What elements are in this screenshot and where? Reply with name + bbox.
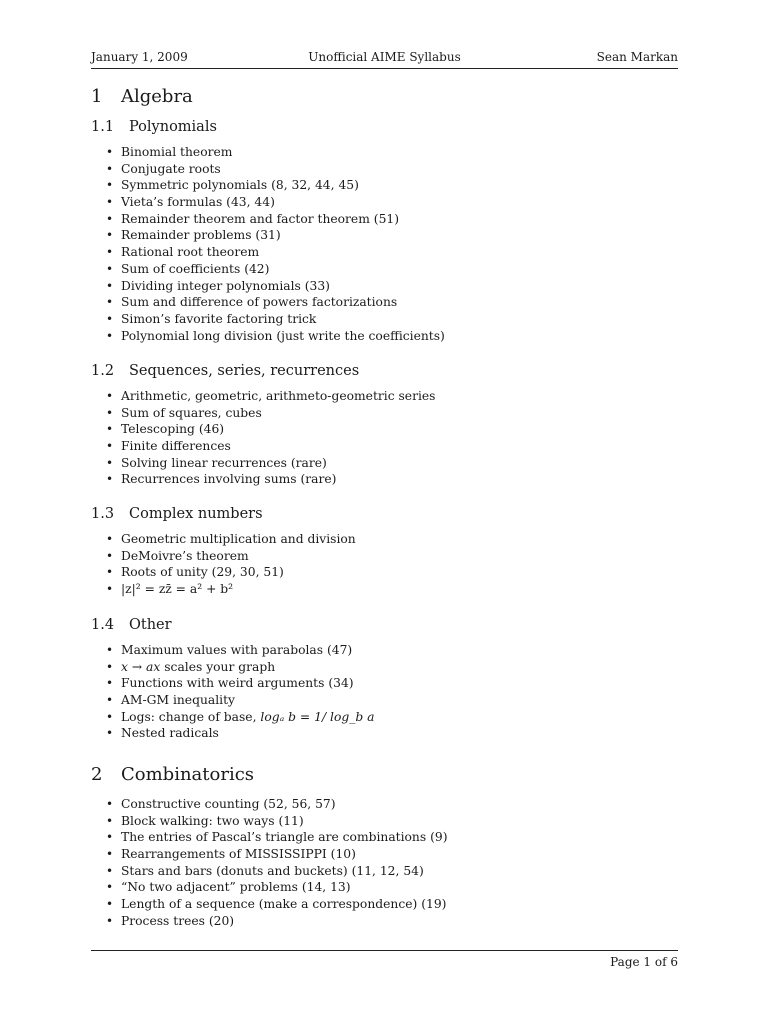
- list-item: • Functions with weird arguments (34): [106, 675, 374, 692]
- subsection-title: Polynomials: [129, 119, 217, 135]
- section-number: 1: [91, 86, 103, 107]
- combinatorics-list: [106, 796, 448, 930]
- change-of-base-math: logₐ b = 1/ log_b a: [260, 709, 375, 724]
- running-header: [91, 48, 678, 69]
- list-item-text: Logs: change of base,: [121, 709, 257, 724]
- section-title: Combinatorics: [121, 764, 255, 785]
- list-item-text: scales your graph: [164, 659, 276, 674]
- sequences-list: [106, 388, 435, 488]
- list-item: • Dividing integer polynomials (33): [106, 278, 445, 295]
- subsection-number: 1.4: [91, 617, 115, 633]
- list-item: • Finite differences: [106, 438, 435, 455]
- list-item: • Nested radicals: [106, 725, 374, 742]
- list-item: • “No two adjacent” problems (14, 13): [106, 879, 448, 896]
- subsection-number: 1.3: [91, 506, 115, 522]
- list-item: • Constructive counting (52, 56, 57): [106, 796, 448, 813]
- list-item: • Roots of unity (29, 30, 51): [106, 564, 356, 581]
- list-item: • Sum of squares, cubes: [106, 405, 435, 422]
- list-item: • Polynomial long division (just write the coefficients): [106, 328, 445, 345]
- list-item: • Stars and bars (donuts and buckets) (11, 12, 54): [106, 863, 448, 880]
- list-item: • Simon’s favorite factoring trick: [106, 311, 445, 328]
- complex-numbers-list: [106, 531, 356, 598]
- subsection-heading-other: [91, 617, 172, 633]
- section-heading-combinatorics: [91, 764, 254, 785]
- list-item: • Process trees (20): [106, 913, 448, 930]
- list-item: • Sum of coefficients (42): [106, 261, 445, 278]
- list-item: • Telescoping (46): [106, 421, 435, 438]
- list-item: • Geometric multiplication and division: [106, 531, 356, 548]
- header-date: January 1, 2009: [91, 50, 188, 64]
- footer-rule: [91, 950, 678, 951]
- header-title: Unofficial AIME Syllabus: [308, 50, 461, 64]
- list-item: • Vieta’s formulas (43, 44): [106, 194, 445, 211]
- polynomials-list: [106, 144, 445, 344]
- list-item: • Recurrences involving sums (rare): [106, 471, 435, 488]
- list-item: • Remainder problems (31): [106, 227, 445, 244]
- list-item: • Remainder theorem and factor theorem (51): [106, 211, 445, 228]
- list-item: • Rational root theorem: [106, 244, 445, 261]
- list-item: • AM-GM inequality: [106, 692, 374, 709]
- subsection-title: Complex numbers: [129, 506, 263, 522]
- other-list: [106, 642, 374, 742]
- list-item: • Arithmetic, geometric, arithmeto-geometric series: [106, 388, 435, 405]
- list-item: • The entries of Pascal’s triangle are combinations (9): [106, 829, 448, 846]
- list-item: • DeMoivre’s theorem: [106, 548, 356, 565]
- section-heading-algebra: [91, 86, 193, 107]
- subsection-heading-sequences: [91, 363, 359, 379]
- list-item: • Length of a sequence (make a correspondence) (19): [106, 896, 448, 913]
- list-item: [106, 659, 374, 676]
- section-number: 2: [91, 764, 103, 785]
- list-item: • Sum and difference of powers factorizations: [106, 294, 445, 311]
- subsection-heading-polynomials: [91, 119, 217, 135]
- list-item: • Conjugate roots: [106, 161, 445, 178]
- subsection-title: Other: [129, 617, 172, 633]
- list-item: [106, 709, 374, 726]
- list-item: • Solving linear recurrences (rare): [106, 455, 435, 472]
- header-author: Sean Markan: [596, 50, 678, 64]
- list-item: • Rearrangements of MISSISSIPPI (10): [106, 846, 448, 863]
- list-item: • Binomial theorem: [106, 144, 445, 161]
- subsection-number: 1.2: [91, 363, 115, 379]
- subsection-heading-complex-numbers: [91, 506, 263, 522]
- list-item-modulus-identity: • |z|² = zz̄ = a² + b²: [106, 581, 356, 598]
- scaling-map-math: x → ax: [121, 659, 161, 674]
- section-title: Algebra: [121, 86, 193, 107]
- list-item: • Symmetric polynomials (8, 32, 44, 45): [106, 177, 445, 194]
- list-item: • Maximum values with parabolas (47): [106, 642, 374, 659]
- list-item: • Block walking: two ways (11): [106, 813, 448, 830]
- subsection-number: 1.1: [91, 119, 115, 135]
- page-number: Page 1 of 6: [610, 955, 678, 969]
- subsection-title: Sequences, series, recurrences: [129, 363, 360, 379]
